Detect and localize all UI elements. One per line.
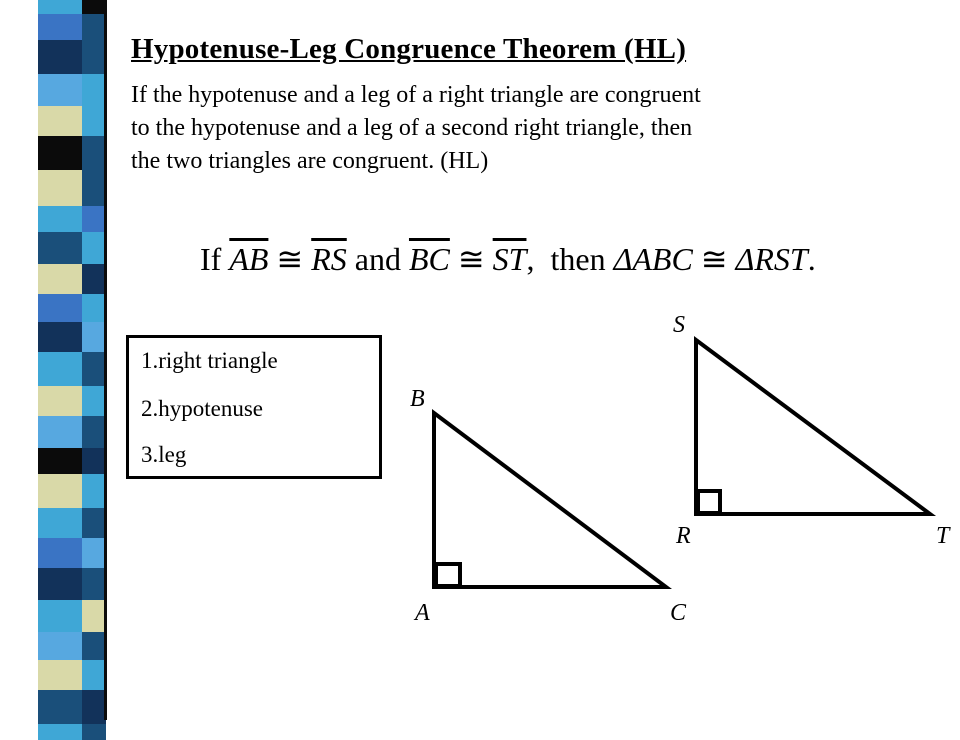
- checklist-item: 1.right triangle: [141, 348, 278, 373]
- checklist-item: 3.leg: [141, 442, 187, 467]
- formula-if: If: [200, 241, 222, 277]
- triangle-rst-name: ΔRST: [735, 241, 808, 277]
- statement-line: the two triangles are congruent. (HL): [131, 148, 489, 174]
- congruent-symbol: ≅: [700, 241, 728, 277]
- vertex-label-b: B: [410, 386, 425, 412]
- statement-line: If the hypotenuse and a leg of a right triangle are congruent: [131, 82, 701, 108]
- right-angle-marker: [698, 491, 720, 513]
- page-title: Hypotenuse-Leg Congruence Theorem (HL): [131, 33, 687, 65]
- stripe-block: [38, 724, 82, 740]
- stripe-block: [82, 724, 106, 740]
- triangle-abc: [434, 413, 666, 587]
- triangle-rst: [696, 340, 930, 514]
- formula-and: and: [354, 241, 401, 277]
- formula-then: then: [550, 241, 606, 277]
- statement-line: to the hypotenuse and a leg of a second right triangle, then: [131, 115, 693, 141]
- formula-period: .: [807, 241, 816, 277]
- congruent-symbol: ≅: [276, 241, 304, 277]
- vertex-label-s: S: [673, 312, 685, 338]
- vertex-label-a: A: [415, 600, 430, 626]
- triangle-abc-name: ΔABC: [613, 241, 693, 277]
- vertex-label-r: R: [676, 523, 691, 549]
- vertex-label-c: C: [670, 600, 687, 626]
- checklist-item: 2.hypotenuse: [141, 396, 264, 421]
- vertex-label-t: T: [936, 523, 950, 549]
- segment-bc: $\overline{BC}$: [408, 241, 450, 277]
- right-angle-marker: [436, 564, 460, 586]
- segment-rs: $\overline{RS}$: [311, 241, 347, 277]
- segment-st: $\overline{ST}$: [492, 241, 527, 277]
- formula-comma: ,: [526, 241, 535, 277]
- segment-ab: $\overline{AB}$: [229, 241, 269, 277]
- congruent-symbol: ≅: [457, 241, 485, 277]
